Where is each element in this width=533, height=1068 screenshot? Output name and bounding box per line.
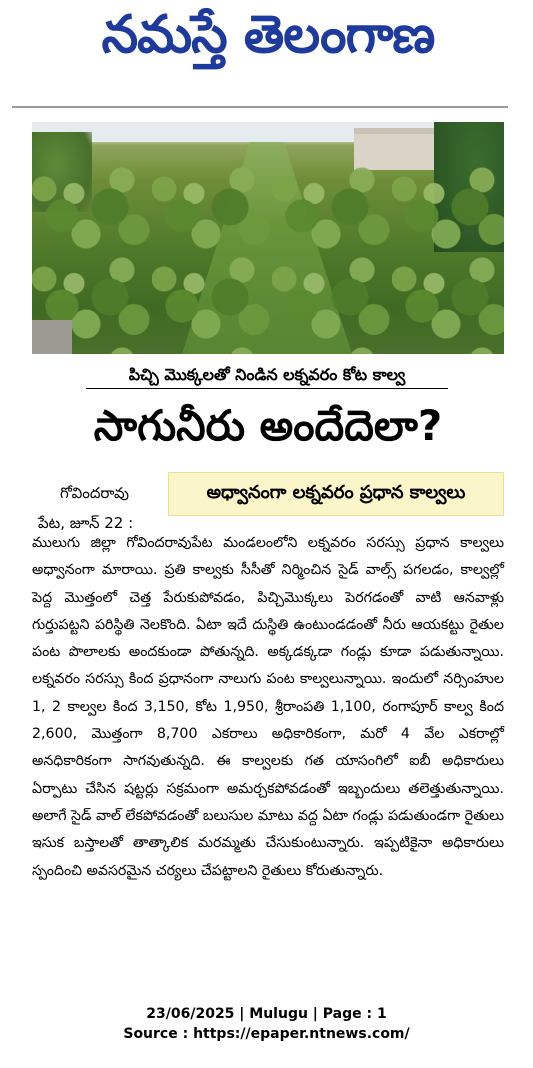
photo-weeds [32,162,504,354]
article-subheadline: అధ్వానంగా లక్నవరం ప్రధాన కాల్వలు [168,472,504,516]
newspaper-logo: నమస్తే తెలంగాణ [101,4,435,65]
masthead-divider [12,106,508,108]
footer-source-link[interactable]: Source : https://epaper.ntnews.com/ [123,1026,410,1042]
footer-publication-info: 23/06/2025 | Mulugu | Page : 1 [146,1006,387,1022]
page-footer [0,1004,533,1044]
dateline-place: గోవిందరావు [60,484,129,502]
article-photo [32,122,504,354]
photo-stone [32,320,72,354]
dateline-date: పేట, జూన్‌ 22 : [38,514,134,532]
dateline [38,478,178,538]
masthead [0,0,533,110]
article-paragraph: ములుగు జిల్లా గోవిందరావుపేట మండలంలోని లక్నవరం సరస్సు ప్రధాన కాల్వలు అధ్వానంగా మారాయి. ప్రతి కాల్వకు సీసీతో నిర్మించిన సైడ్‌ వాల్స్‌ పగలడం, కాల్వల్లో పెద్ద మొత్తంలో చెత్త పేరుకుపోవడం, పిచ్చిమొక్కలు పెరగడంతో వాటి ఆనవాళ్లు గుర్తుపట్టని పరిస్థితి నెలకొంది. ఏటా ఇదే దుస్థితి ఉంటుండడంతో నీరు ఆయకట్టు రైతుల పంట పొలాలకు అందకుండా పోతున్నది. అక్కడక్కడా గండ్లు కూడా పడుతున్నాయి. లక్నవరం సరస్సు కింద ప్రధానంగా నాలుగు పంట కాల్వలున్నాయి. ఇందులో నర్సింహుల 1, 2 కాల్వల కింద 3,150, కోట 1,950, శ్రీరాంపతి 1,100, రంగాపూర్‌ కాల్వ కింద 2,600, మొత్తంగా 8,700 ఎకరాలు అధికారికంగా, మరో 4 వేల ఎకరాల్లో అనధికారికంగా సాగవుతున్నది. ఈ కాల్వలకు గత యాసంగిలో ఐబీ అధికారులు ఏర్పాటు చేసిన షట్టర్లు సక్రమంగా అమర్చకపోవడంతో ఇబ్బందులు తలెత్తుతున్నాయి. అలాగే సైడ్‌ వాల్‌ లేకపోవడంతో బలుసుల మాటు వద్ద ఏటా గండ్లు పడుతుండగా రైతులు ఇసుక బస్తాలతో తాత్కాలిక మరమ్మతు చేసుకుంటున్నారు. ఇప్పటికైనా అధికారులు స్పందించి అవసరమైన చర్యలు చేపట్టాలని రైతులు కోరుతున్నారు. [32,535,504,879]
article-body [32,530,504,885]
article-headline: సాగునీరు అందేదెలా? [93,401,443,450]
photo-caption: పిచ్చి మొక్కలతో నిండిన లక్నవరం కోట కాల్వ [86,364,448,389]
